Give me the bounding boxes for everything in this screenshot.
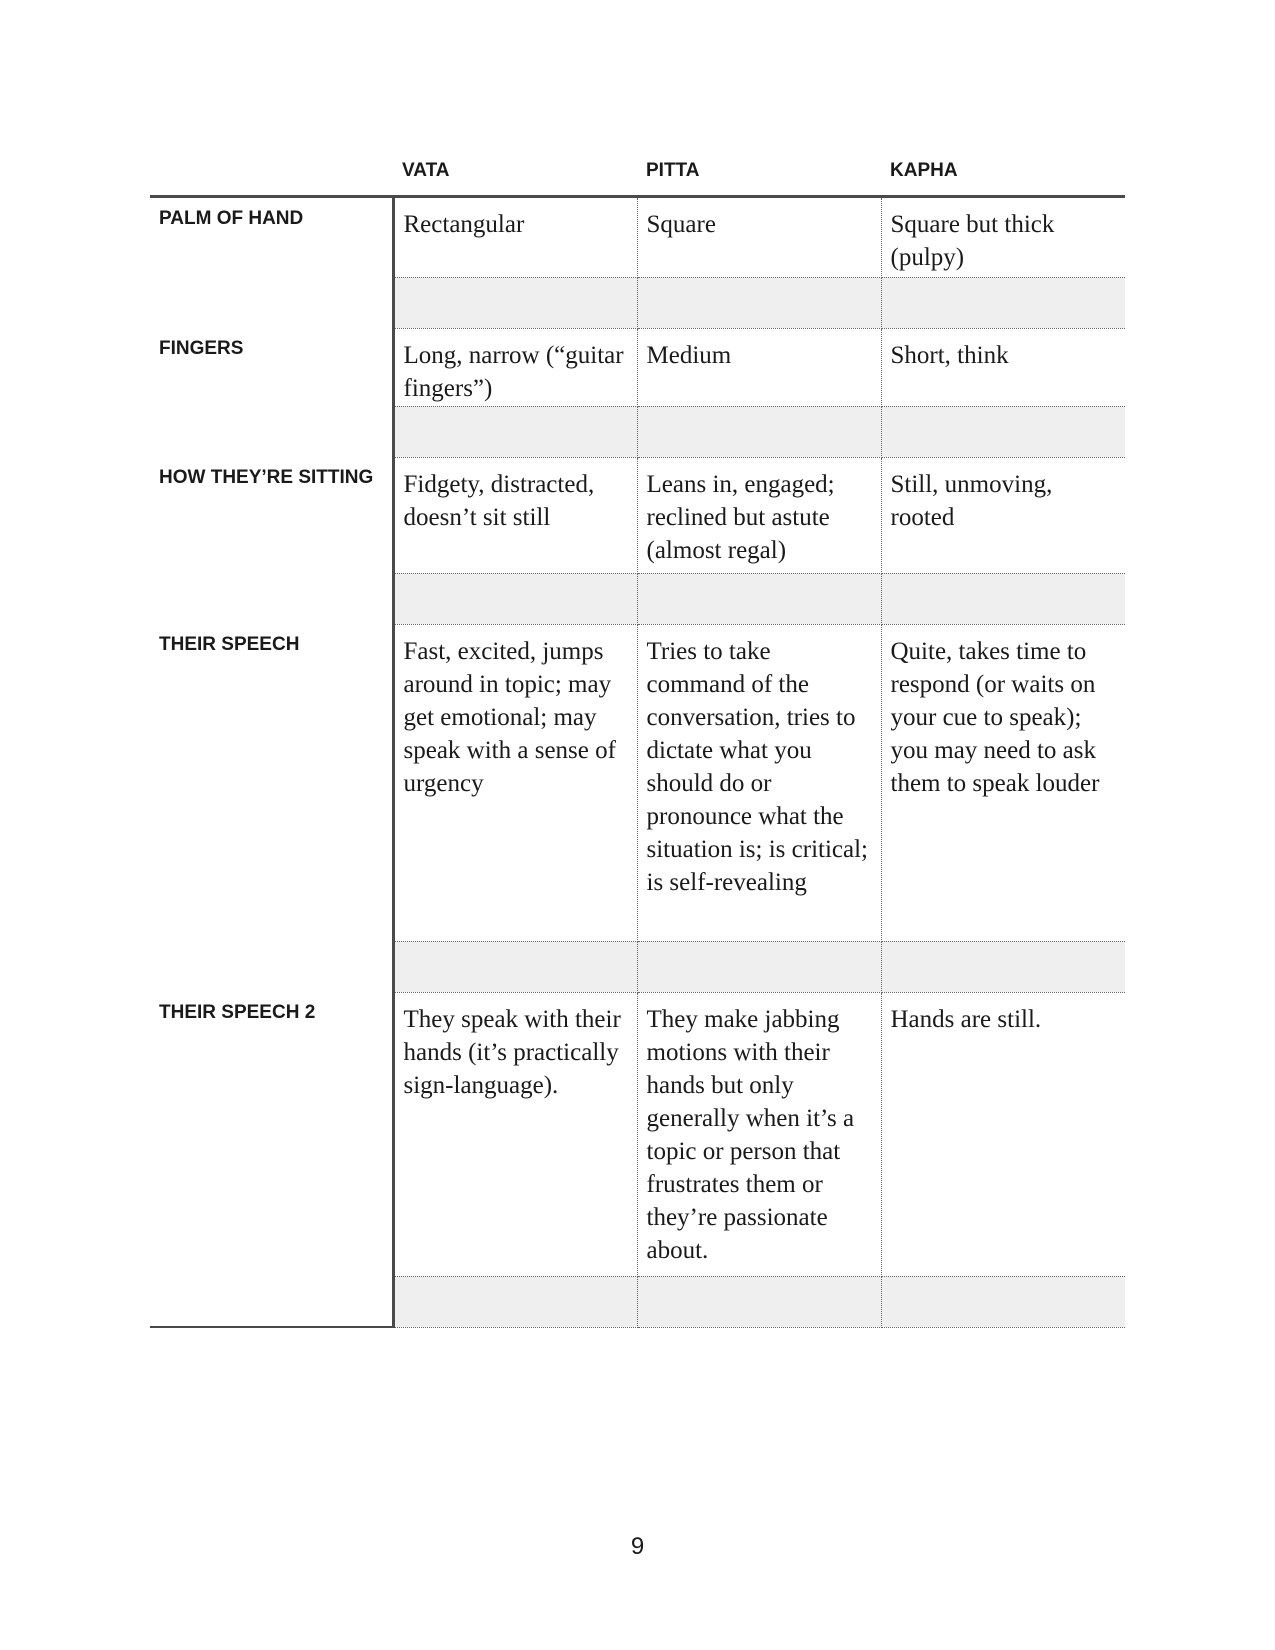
cell-vata: Fidgety, distracted, doesn’t sit still	[393, 457, 637, 573]
row-label-their-speech: THEIR SPEECH	[150, 624, 393, 941]
cell-pitta: They make jabbing motions with their hands but only generally when it’s a topic or person that frustrates them or they’re passionate about.	[637, 992, 881, 1276]
cell-kapha: Short, think	[881, 328, 1125, 406]
spacer-row	[150, 277, 1125, 328]
table-row	[150, 328, 1125, 406]
cell-vata: Fast, excited, jumps around in topic; may get emotional; may speak with a sense of urgency	[393, 624, 637, 941]
header-kapha: KAPHA	[881, 148, 1125, 196]
cell-vata: They speak with their hands (it’s practically sign-language).	[393, 992, 637, 1276]
table-row	[150, 457, 1125, 573]
cell-pitta: Tries to take command of the conversation, tries to dictate what you should do or pronounce what the situation is; is critical; is self-revealing	[637, 624, 881, 941]
page-number: 9	[630, 1533, 645, 1560]
cell-kapha: Square but thick (pulpy)	[881, 196, 1125, 277]
cell-vata: Rectangular	[393, 196, 637, 277]
spacer-row	[150, 406, 1125, 457]
spacer-row	[150, 1276, 1125, 1327]
table-row	[150, 624, 1125, 941]
table-row	[150, 196, 1125, 277]
cell-pitta: Leans in, engaged; reclined but astute (almost regal)	[637, 457, 881, 573]
spacer-row	[150, 573, 1125, 624]
spacer-row	[150, 941, 1125, 992]
cell-pitta: Medium	[637, 328, 881, 406]
header-pitta: PITTA	[637, 148, 881, 196]
row-label-palm-of-hand: PALM OF HAND	[150, 196, 393, 277]
dosha-comparison-table	[150, 148, 1125, 1328]
cell-kapha: Quite, takes time to respond (or waits on your cue to speak); you may need to ask them to speak louder	[881, 624, 1125, 941]
row-label-their-speech-2: THEIR SPEECH 2	[150, 992, 393, 1276]
table-row	[150, 992, 1125, 1276]
table-header-row	[150, 148, 1125, 196]
row-label-fingers: FINGERS	[150, 328, 393, 406]
cell-pitta: Square	[637, 196, 881, 277]
cell-vata: Long, narrow (“guitar fingers”)	[393, 328, 637, 406]
cell-kapha: Still, unmoving, rooted	[881, 457, 1125, 573]
header-corner	[150, 148, 393, 196]
row-label-how-theyre-sitting: HOW THEY’RE SITTING	[150, 457, 393, 573]
header-vata: VATA	[393, 148, 637, 196]
cell-kapha: Hands are still.	[881, 992, 1125, 1276]
